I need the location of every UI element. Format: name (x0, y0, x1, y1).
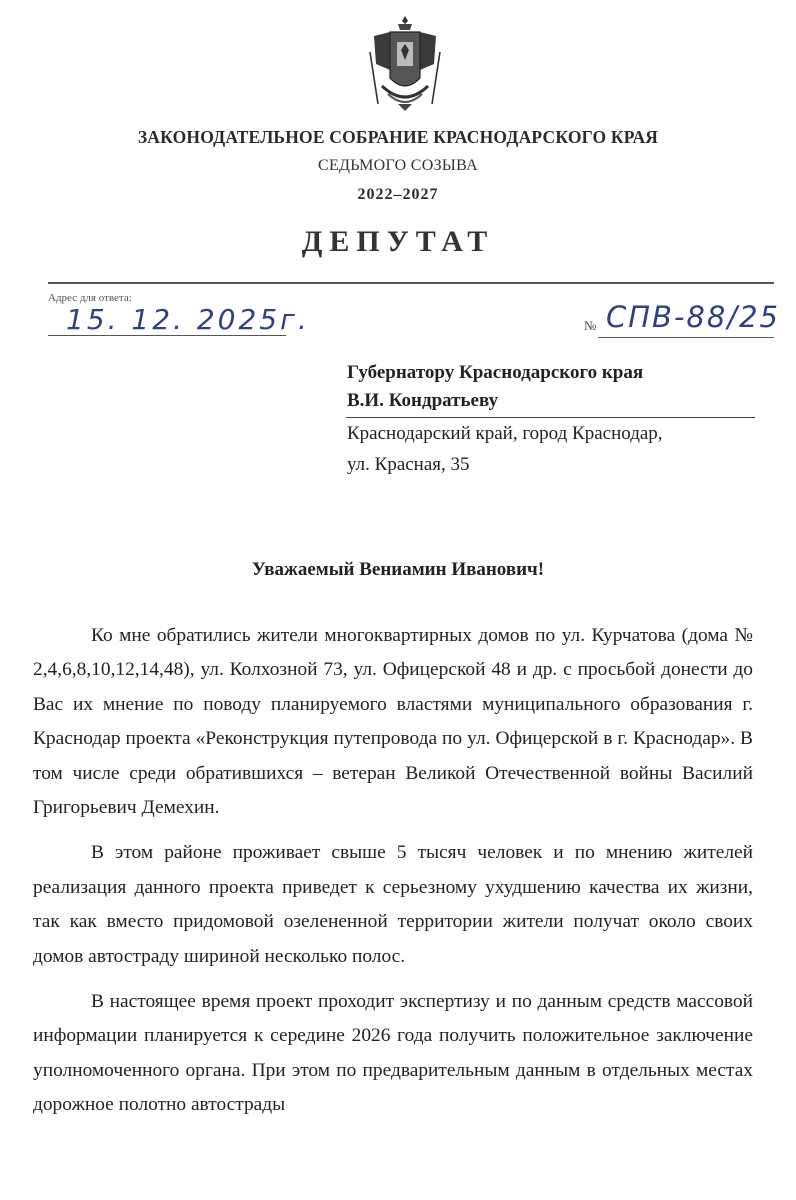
body-paragraph-3: В настоящее время проект проходит экспертизу и по данным средств массовой информации планируется к середине 2026 года получить положительное заключение уполномоченного органа. При этом по предварительным данным в отдельных местах дорожное полотно автострады (33, 991, 753, 1116)
coat-of-arms-emblem (368, 12, 442, 112)
number-underline (598, 337, 774, 338)
body-paragraph-2: В этом районе проживает свыше 5 тысяч человек и по мнению жителей реализация данного проекта приведет к серьезному ухудшению качества их жизни, так как вместо придомовой озелененной территории жители получат около своих домов автостраду шириной несколько полос. (33, 842, 753, 967)
body-paragraph-1: Ко мне обратились жители многоквартирных домов по ул. Курчатова (дома № 2,4,6,8,10,12,14,48), ул. Колхозной 73, ул. Офицерской 48 и др. с просьбой донести до Вас их мнение по поводу планируемого властями муниципального образования г. Краснодар проекта «Реконструкция путепровода по ул. Офицерской в г. Краснодар». В том числе среди обратившихся – ветеран Великой Отечественной войны Василий Григорьевич Демехин. (33, 625, 753, 819)
document-title: ДЕПУТАТ (301, 225, 495, 258)
recipient-name: В.И. Кондратьеву (347, 390, 499, 411)
convocation: СЕДЬМОГО СОЗЫВА (317, 157, 478, 174)
handwritten-ref-number: СПВ-88/25 (606, 300, 780, 334)
date-underline (48, 335, 286, 336)
handwritten-date: 15. 12. 2025г. (66, 303, 310, 336)
header-divider (48, 282, 774, 284)
organization-name: ЗАКОНОДАТЕЛЬНОЕ СОБРАНИЕ КРАСНОДАРСКОГО КРАЯ (137, 127, 659, 147)
letter-body (33, 619, 753, 1134)
recipient-address-line1: Краснодарский край, город Краснодар, (347, 423, 663, 444)
reply-address-label: Адрес для ответа: (48, 292, 132, 304)
number-sign: № (584, 318, 597, 333)
recipient-address-line2: ул. Красная, 35 (347, 454, 470, 475)
salutation: Уважаемый Вениамин Иванович! (251, 559, 545, 580)
recipient-title: Губернатору Краснодарского края (347, 362, 644, 383)
term-years: 2022–2027 (357, 186, 439, 203)
recipient-underline (346, 417, 755, 418)
